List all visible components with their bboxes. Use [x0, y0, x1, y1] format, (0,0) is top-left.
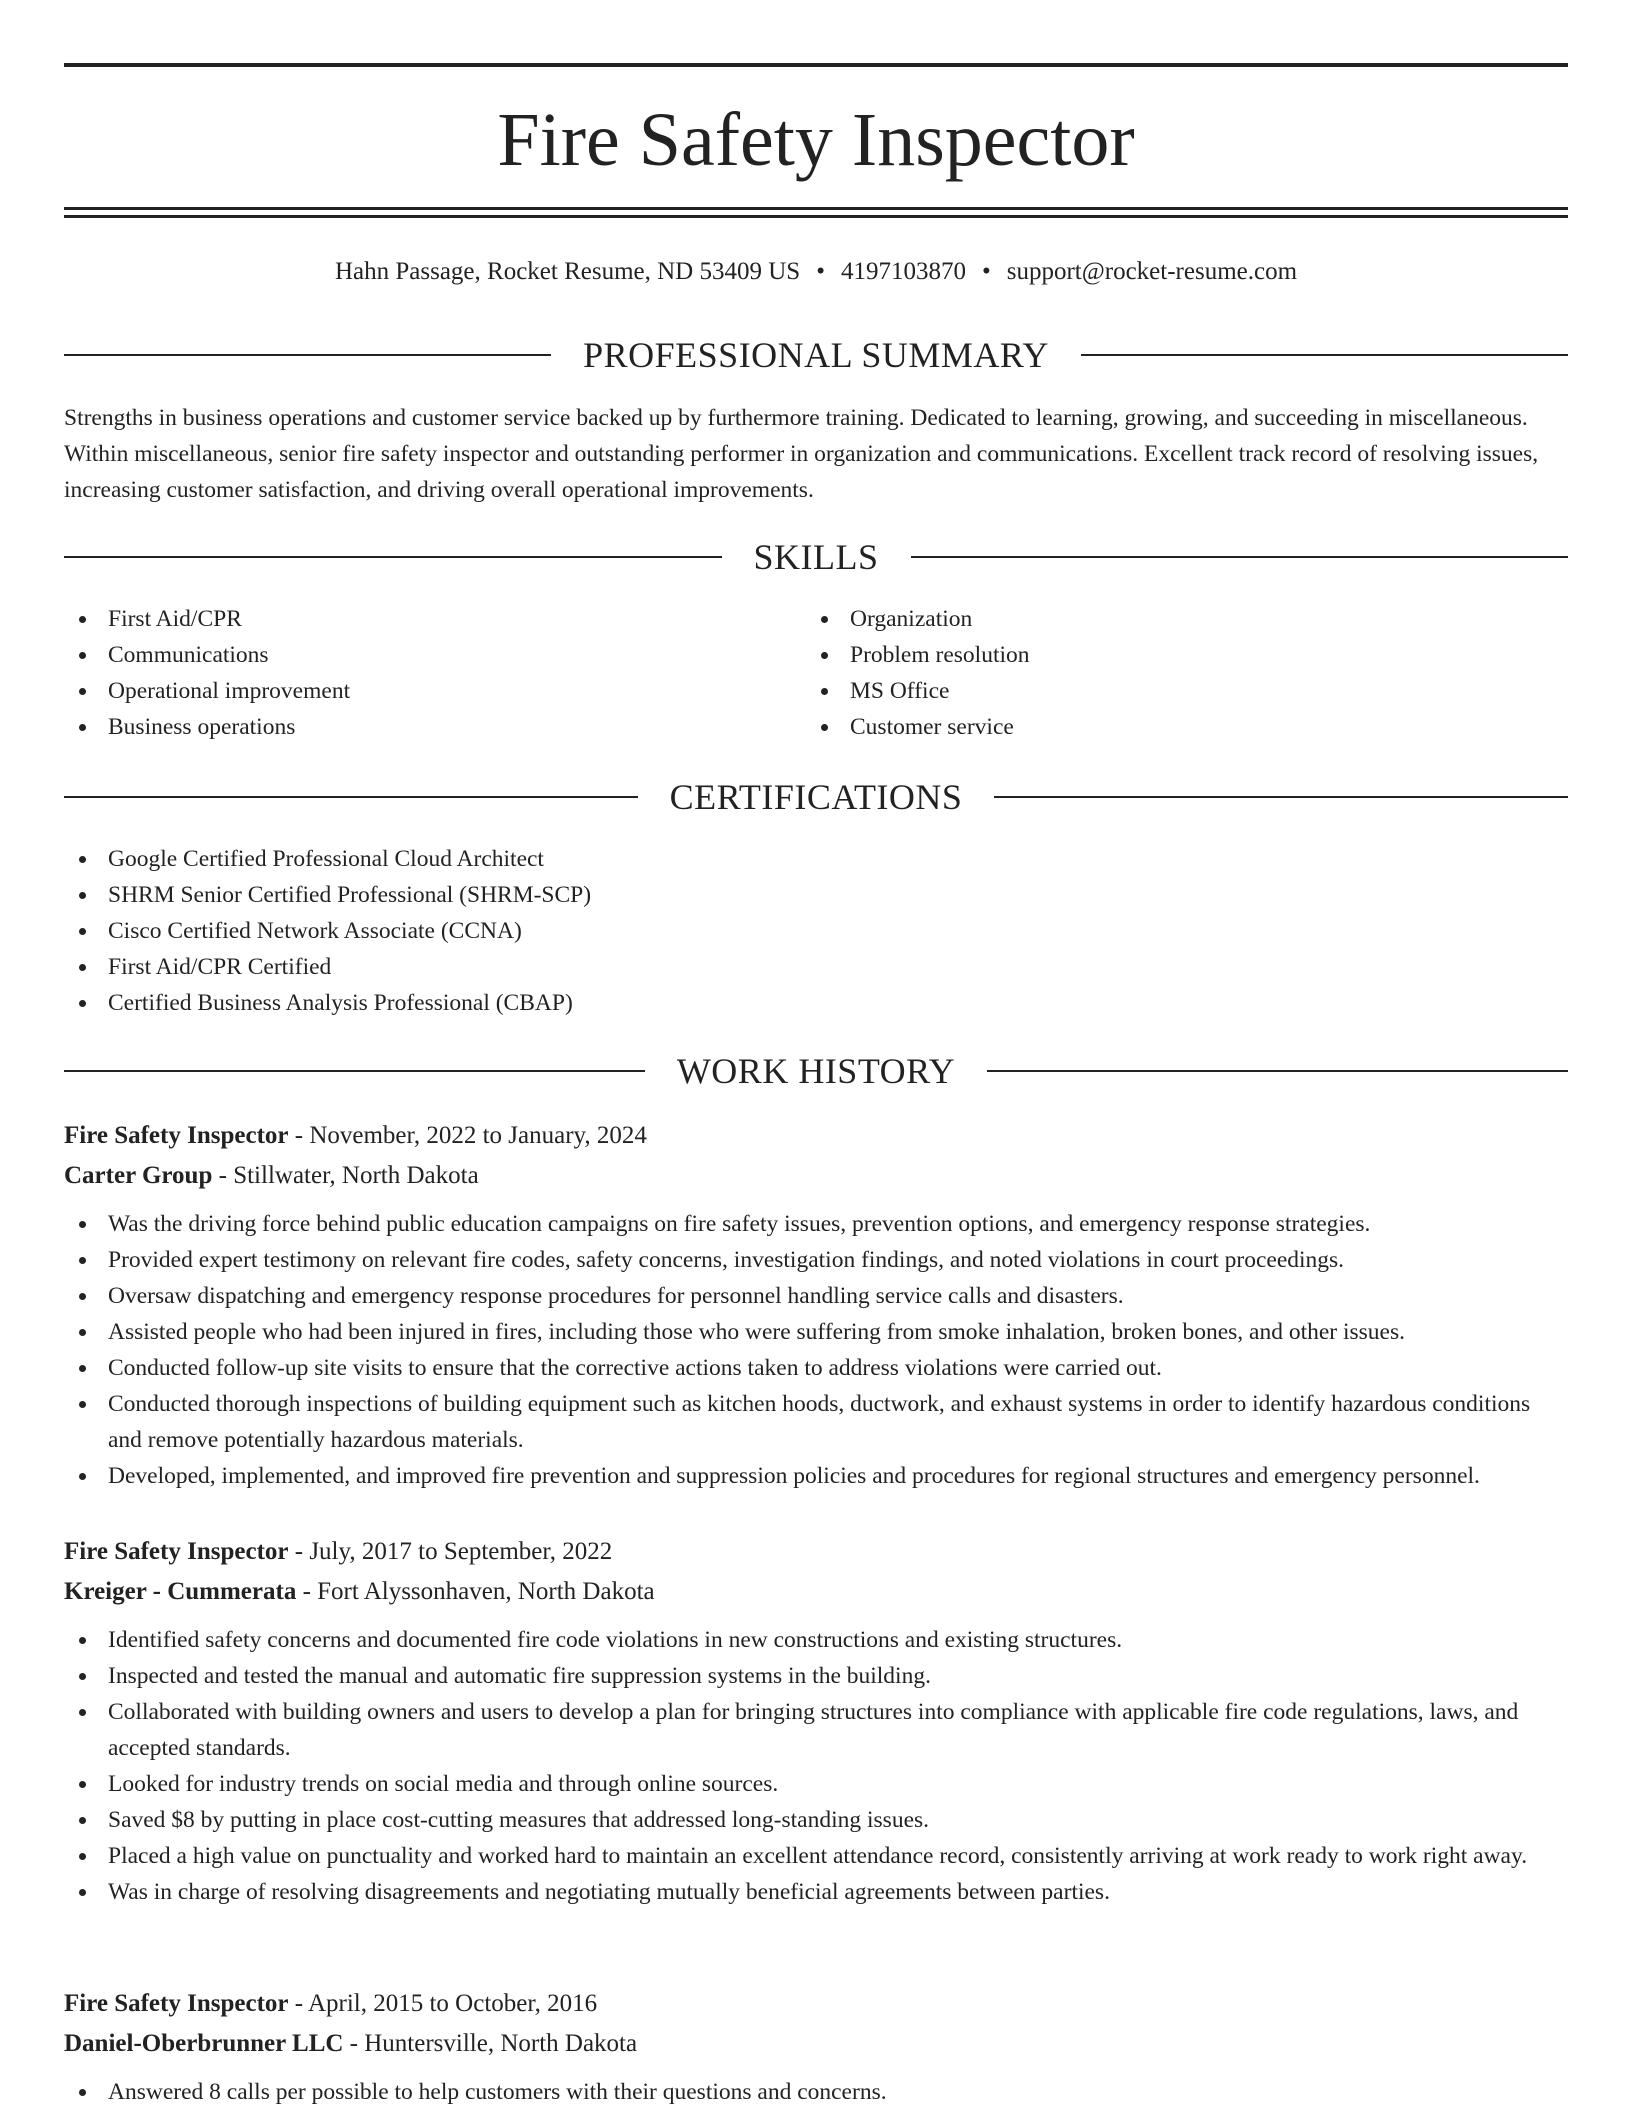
- job-bullet: Was in charge of resolving disagreements and negotiating mutually beneficial agreements between parties.: [64, 1874, 1568, 1910]
- certification-item: Certified Business Analysis Professional (CBAP): [64, 985, 1568, 1021]
- certification-item: First Aid/CPR Certified: [64, 949, 1568, 985]
- job-bullet: Conducted follow-up site visits to ensure that the corrective actions taken to address violations were carried out.: [64, 1350, 1568, 1386]
- section-heading-certifications: [64, 775, 1568, 819]
- header-top-rule: [64, 63, 1568, 67]
- job-bullets: [64, 1206, 1568, 1494]
- job-bullets: [64, 2074, 1568, 2110]
- skill-item: Operational improvement: [64, 673, 764, 709]
- job-bullets: [64, 1622, 1568, 1910]
- heading-rule-right: [911, 556, 1569, 558]
- skills-list-left: [64, 601, 764, 745]
- certification-item: SHRM Senior Certified Professional (SHRM-SCP): [64, 877, 1568, 913]
- certification-item: Google Certified Professional Cloud Architect: [64, 841, 1568, 877]
- job-bullet: Inspected and tested the manual and automatic fire suppression systems in the building.: [64, 1658, 1568, 1694]
- contact-address: Hahn Passage, Rocket Resume, ND 53409 US: [334, 258, 801, 285]
- job-bullet: Saved $8 by putting in place cost-cutting measures that addressed long-standing issues.: [64, 1802, 1568, 1838]
- heading-rule-left: [64, 354, 551, 356]
- section-title-certifications: CERTIFICATIONS: [669, 777, 963, 817]
- job-location: - Huntersville, North Dakota: [343, 2030, 638, 2057]
- job-company-line: [64, 2024, 1568, 2064]
- job-bullet: Conducted thorough inspections of building equipment such as kitchen hoods, ductwork, and exhaust systems in order to identify hazardous conditions and remove potentially hazardous materials.: [64, 1386, 1568, 1458]
- job-title-line: [64, 1532, 1568, 1572]
- certifications-list: [64, 841, 1568, 1021]
- job-title: Fire Safety Inspector: [64, 1122, 289, 1149]
- job-title: Fire Safety Inspector: [64, 1538, 289, 1565]
- heading-rule-left: [64, 556, 722, 558]
- skill-item: Problem resolution: [806, 637, 1506, 673]
- job-bullet: Answered 8 calls per possible to help customers with their questions and concerns.: [64, 2074, 1568, 2110]
- skill-item: Business operations: [64, 709, 764, 745]
- contact-separator: •: [981, 258, 991, 285]
- job-bullet: Collaborated with building owners and users to develop a plan for bringing structures into compliance with applicable fire code regulations, laws, and accepted standards.: [64, 1694, 1568, 1766]
- section-heading-skills: [64, 535, 1568, 579]
- job-dates: - November, 2022 to January, 2024: [288, 1122, 647, 1149]
- job-bullet: Identified safety concerns and documented fire code violations in new constructions and existing structures.: [64, 1622, 1568, 1658]
- job-dates: - April, 2015 to October, 2016: [288, 1990, 598, 2017]
- section-title-work-history: WORK HISTORY: [676, 1051, 956, 1091]
- heading-rule-left: [64, 1070, 645, 1072]
- job-location: - Stillwater, North Dakota: [212, 1162, 479, 1189]
- skill-item: MS Office: [806, 673, 1506, 709]
- contact-separator: •: [816, 258, 825, 285]
- heading-rule-right: [987, 1070, 1568, 1072]
- section-title-skills: SKILLS: [753, 537, 879, 577]
- skills-list-right: [806, 601, 1506, 745]
- job-company: Daniel-Oberbrunner LLC: [64, 2030, 344, 2057]
- job-bullet: Developed, implemented, and improved fire prevention and suppression policies and procedures for regional structures and emergency personnel.: [64, 1458, 1568, 1494]
- job-bullet: Assisted people who had been injured in fires, including those who were suffering from smoke inhalation, broken bones, and other issues.: [64, 1314, 1568, 1350]
- contact-email: support@rocket-resume.com: [1006, 258, 1298, 285]
- job-entry: [64, 1532, 1568, 1910]
- section-title-summary: PROFESSIONAL SUMMARY: [583, 335, 1049, 375]
- contact-line: [64, 254, 1568, 290]
- job-company: Carter Group: [64, 1162, 213, 1189]
- skill-item: Communications: [64, 637, 764, 673]
- job-title: Fire Safety Inspector: [64, 1990, 289, 2017]
- job-dates: - July, 2017 to September, 2022: [288, 1538, 613, 1565]
- job-title-line: [64, 1116, 1568, 1156]
- job-entry: [64, 1116, 1568, 1494]
- skill-item: Organization: [806, 601, 1506, 637]
- job-bullet: Placed a high value on punctuality and worked hard to maintain an excellent attendance record, consistently arriving at work ready to work right away.: [64, 1838, 1568, 1874]
- heading-rule-left: [64, 796, 638, 798]
- job-title-line: [64, 1984, 1568, 2024]
- section-heading-summary: [64, 333, 1568, 377]
- heading-rule-right: [994, 796, 1568, 798]
- header-double-rule-upper: [64, 207, 1568, 210]
- job-company-line: [64, 1156, 1568, 1196]
- heading-rule-right: [1081, 354, 1568, 356]
- skill-item: First Aid/CPR: [64, 601, 764, 637]
- professional-summary-text: Strengths in business operations and customer service backed up by furthermore training. Dedicated to learning, growing, and succeeding in miscellaneous. Within miscellaneous, senior fire safety inspector and outstanding performer in organization and communications. Excellent track record of resolving issues, increasing customer satisfaction, and driving overall operational improvements.: [64, 405, 1539, 503]
- job-location: - Fort Alyssonhaven, North Dakota: [296, 1578, 655, 1605]
- certification-item: Cisco Certified Network Associate (CCNA): [64, 913, 1568, 949]
- resume-title: Fire Safety Inspector: [497, 98, 1135, 182]
- job-bullet: Looked for industry trends on social media and through online sources.: [64, 1766, 1568, 1802]
- contact-phone: 4197103870: [840, 258, 966, 285]
- job-entry: [64, 1984, 1568, 2110]
- job-company: Kreiger - Cummerata: [64, 1578, 297, 1605]
- job-bullet: Oversaw dispatching and emergency response procedures for personnel handling service calls and disasters.: [64, 1278, 1568, 1314]
- job-company-line: [64, 1572, 1568, 1612]
- job-bullet: Provided expert testimony on relevant fire codes, safety concerns, investigation findings, and noted violations in court proceedings.: [64, 1242, 1568, 1278]
- skill-item: Customer service: [806, 709, 1506, 745]
- section-heading-work-history: [64, 1049, 1568, 1093]
- job-bullet: Was the driving force behind public education campaigns on fire safety issues, prevention options, and emergency response strategies.: [64, 1206, 1568, 1242]
- header-double-rule-lower: [64, 215, 1568, 218]
